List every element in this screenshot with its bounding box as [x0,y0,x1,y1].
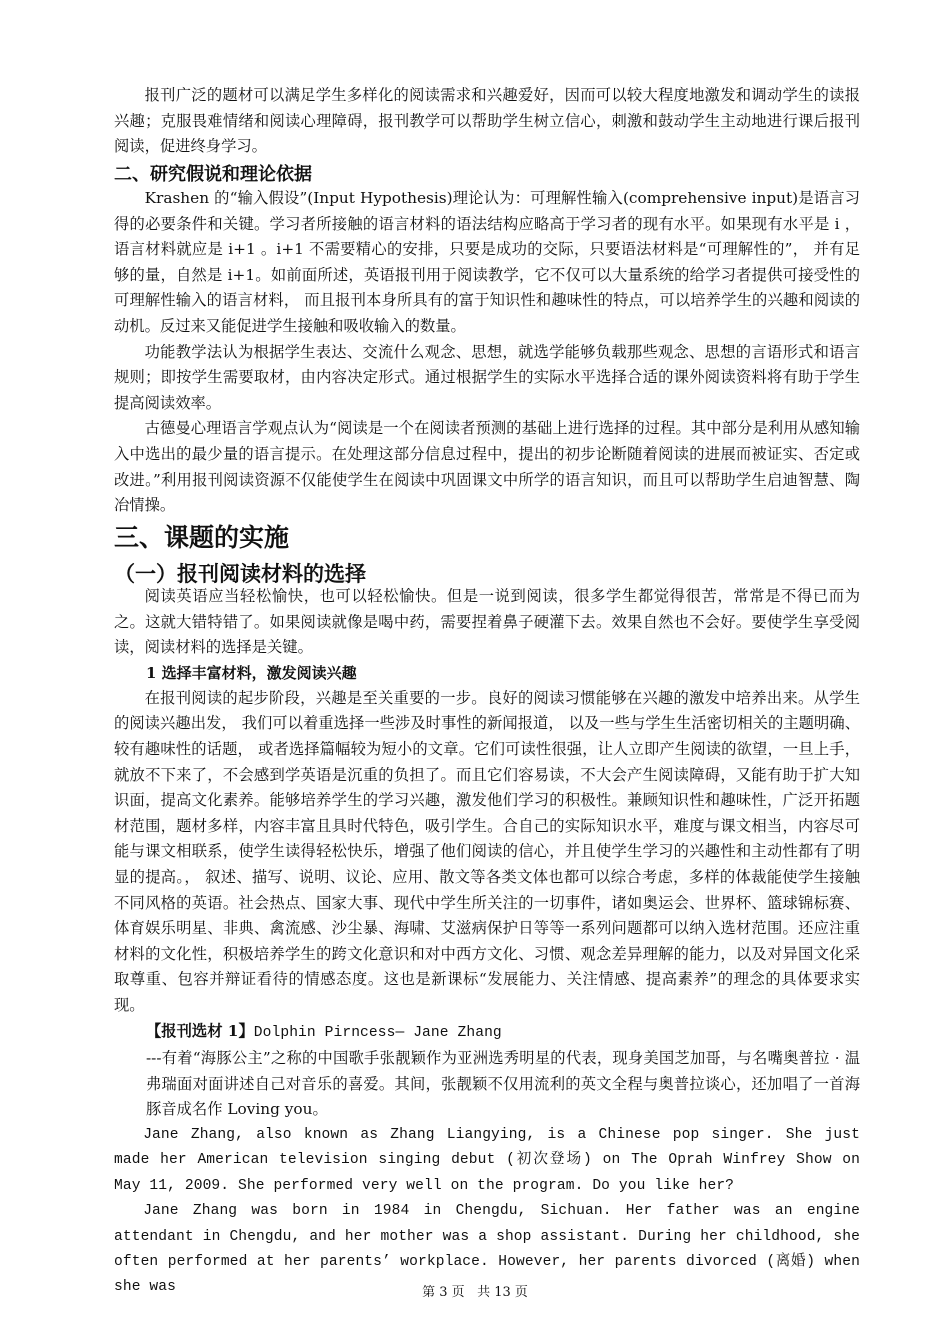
item-1-paragraph: 在报刊阅读的起步阶段，兴趣是至关重要的一步。良好的阅读习惯能够在兴趣的激发中培养出来。从学生的阅读兴趣出发， 我们可以着重选择一些涉及时事性的新闻报道， 以及一些与学生生活密切相关的主题明确、较有趣味性的话题， 或者选择篇幅较为短小的文章。它们可读性很强，让人立即产生阅读的欲望，一旦上手，就放不下来了，不会感到学英语是沉重的负担了。而且它们容易读，不大会产生阅读障碍，又能有助于扩大知识面，提高文化素养。能够培养学生的学习兴趣，激发他们学习的积极性。兼顾知识性和趣味性，广泛开拓题材范围，题材多样，内容丰富且具时代特色，吸引学生。合自己的实际知识水平，难度与课文相当，内容尽可能与课文相联系，使学生读得轻松快乐，增强了他们阅读的信心，并且使学生学习的兴趣性和主动性都有了明显的提高。， 叙述、描写、说明、议论、应用、散文等各类文体也都可以综合考虑，多样的体裁能使学生接触不同风格的英语。社会热点、国家大事、现代中学生所关注的一切事件，诸如奥运会、世界杯、篮球锦标赛、体育娱乐明星、非典、禽流感、沙尘暴、海啸、艾滋病保护日等等一系列问题都可以纳入选材范围。还应注重材料的文化性，积极培养学生的跨文化意识和对中西方文化、习惯、观念差异理解的能力，以及对异国文化采取尊重、包容并辩证看待的情感态度。这也是新课标“发展能力、关注情感、提高素养”的理念的具体要求实现。 [114,688,860,1014]
functional-paragraph: 功能教学法认为根据学生表达、交流什么观念、思想，就选学能够负载那些观念、思想的言语形式和语言规则；即按学生需要取材，由内容决定形式。通过根据学生的实际水平选择合适的课外阅读资料将有助于学生提高阅读效率。 [114,342,860,412]
page-footer [0,1281,950,1300]
reading-intro-paragraph: 阅读英语应当轻松愉快，也可以轻松愉快。但是一说到阅读，很多学生都觉得很苦，常常是不得已而为之。这就大错特错了。如果阅读就像是喝中药，需要捏着鼻子硬灌下去。效果自然也不会好。要使学生享受阅读，阅读材料的选择是关键。 [114,587,860,657]
material-label: 【报刊选材 1】 [146,1021,254,1040]
page-number: 第 3 页 [422,1285,465,1300]
krashen-paragraph: Krashen 的“输入假设”(Input Hypothesis)理论认为：可理解性输入(comprehensive input)是语言习得的必要条件和关键。学习者所接触的语言材料的语法结构应略高于学习者的现有水平。如果现有水平是 i ，语言材料就应是 i+1 。i+1 不需要精心的安排，只要是成功的交际，只要语法材料是“可理解性的”， 并有足够的量，自然是 i+1。如前面所述，英语报刊用于阅读教学，它不仅可以大量系统的给学习者提供可接受性的可理解性输入的语言材料， 而且报刊本身所具有的富于知识性和趣味性的特点，可以培养学生的兴趣和阅读的动机。反过来又能促进学生接触和吸收输入的数量。 [114,189,860,335]
intro-paragraph: 报刊广泛的题材可以满足学生多样化的阅读需求和兴趣爱好，因而可以较大程度地激发和调动学生的读报兴趣；克服畏难情绪和阅读心理障碍，报刊教学可以帮助学生树立信心，刺激和鼓动学生主动地进行课后报刊阅读，促进终身学习。 [114,86,860,156]
goodman-paragraph: 古德曼心理语言学观点认为“阅读是一个在阅读者预测的基础上进行选择的过程。其中部分是利用从感知输入中选出的最少量的语言提示。在处理这部分信息过程中，提出的初步论断随着阅读的进展而被证实、否定或改进。”利用报刊阅读资源不仅能使学生在阅读中巩固课文中所学的语言知识，而且可以帮助学生启迪智慧、陶冶情操。 [114,419,860,515]
item-1-heading: 1 选择丰富材料，激发阅读兴趣 [146,663,357,682]
section-3 [114,518,860,554]
section-2-body [114,186,860,519]
subsection-1-heading: （一）报刊阅读材料的选择 [114,562,366,586]
subsection-1-body [114,584,860,1301]
section-2-heading: 二、研究假说和理论依据 [114,164,312,185]
section-3-heading: 三、课题的实施 [114,523,290,552]
material-intro: ---有着“海豚公主”之称的中国歌手张靓颖作为亚洲选秀明星的代表，现身美国芝加哥，与名嘴奥普拉 · 温弗瑞面对面讲述自己对音乐的喜爱。其间，张靓颖不仅用流利的英文全程与奥普拉谈心，还加唱了一首海豚音成名作 Loving you。 [146,1049,860,1119]
page-total: 共 13 页 [477,1285,528,1300]
section-2 [114,160,860,186]
english-paragraph-1: Jane Zhang, also known as Zhang Liangying, is a Chinese pop singer. She just made her American television singing debut (初次登场) on The Oprah Winfrey Show on May 11, 2009. She performed very well on the program. Do you like her? [114,1126,860,1194]
intro-section [114,83,860,160]
material-title-line [114,1019,860,1047]
english-paragraph-2: Jane Zhang was born in 1984 in Chengdu, Sichuan. Her father was an engine attendant in Chengdu, and her mother was a shop assistant. During her childhood, she often performed at her parents’ workplace. However, her parents divorced (离婚) when she was [114,1203,860,1296]
material-title: Dolphin Pirncess— Jane Zhang [253,1024,502,1041]
